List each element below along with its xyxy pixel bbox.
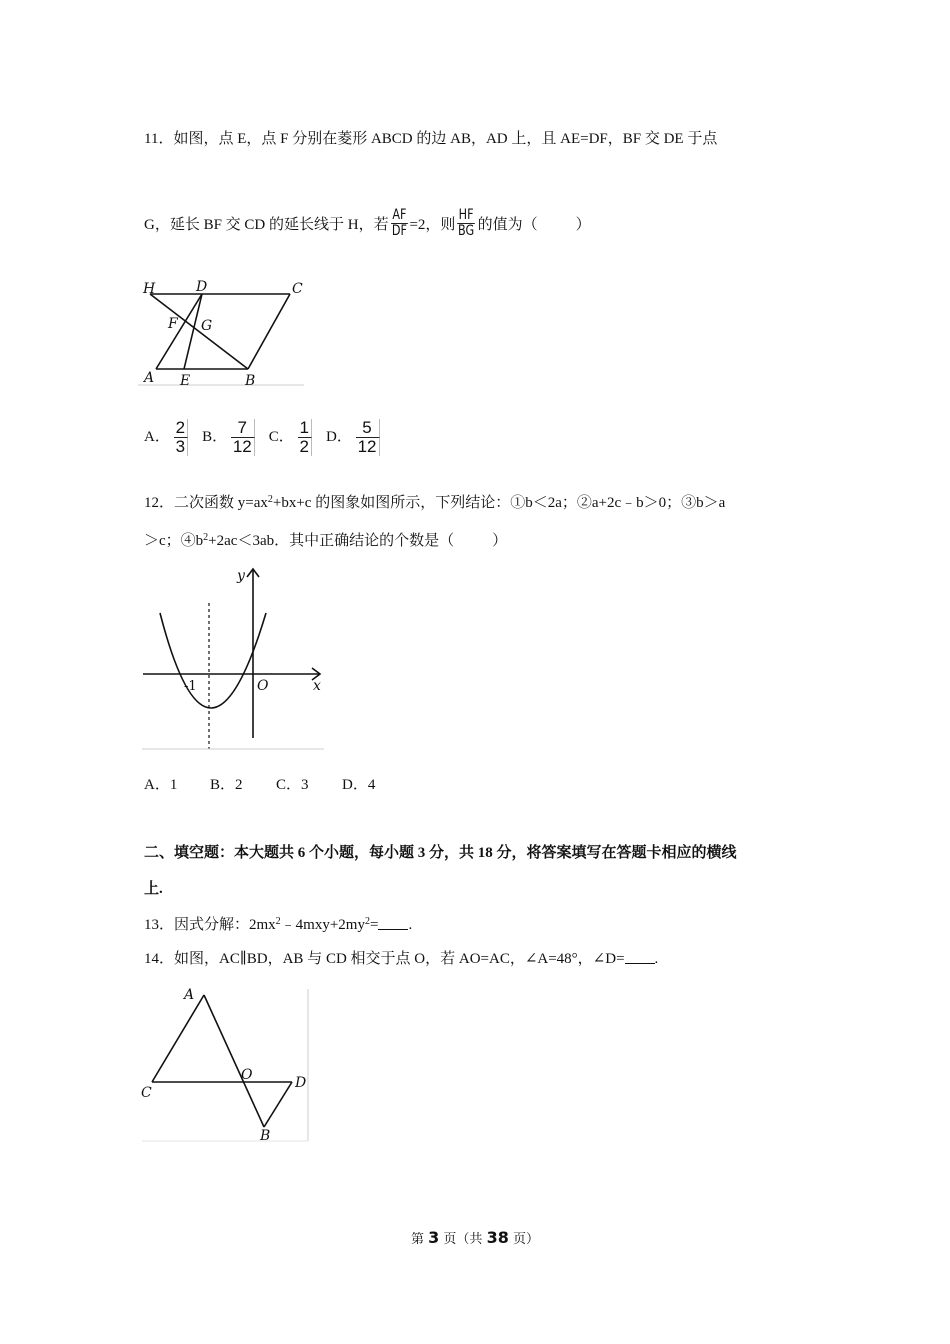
page-footer: 第 3 页（共 38 页）: [410, 1228, 539, 1247]
q14-label-b: B: [260, 1128, 271, 1144]
q11-line-cb: [248, 294, 290, 369]
q11-line2: [144, 203, 591, 243]
section2-heading-line1: 二、填空题：本大题共 6 个小题，每小题 3 分，共 18 分，将答案填写在答题卡相应的横线: [144, 845, 737, 861]
q14-line: 14．如图，AC∥BD，AB 与 CD 相交于点 O，若 AO=AC，∠A=48°，∠D= .: [144, 951, 659, 967]
q14-label-o: O: [241, 1067, 253, 1083]
q14-line-db: [264, 1082, 292, 1127]
q11-label-g: G: [201, 318, 213, 334]
q14-answer-blank[interactable]: [625, 951, 655, 964]
q12-option-c[interactable]: C．3: [276, 777, 309, 793]
q14-label-a: A: [184, 987, 195, 1003]
q11-line2-d: ）: [575, 216, 591, 233]
q12-label-y: y: [237, 568, 245, 584]
q11-label-b: B: [245, 373, 256, 389]
q11-option-a[interactable]: A． $\frac{2}{3}$: [144, 419, 188, 456]
q12-parabola-figure: [140, 563, 326, 753]
q11-label-e: E: [180, 373, 191, 389]
q11-fraction-hf-bg: $\frac{HF}{BG}$: [458, 206, 475, 239]
q12-line1: 12．二次函数 $y=ax^2+bx+c$ 的图象如图所示，下列结论：①b＜2a；②a+2c﹣b＞0；③b＞a: [144, 494, 726, 511]
q11-label-c: C: [292, 281, 303, 297]
q11-option-b[interactable]: B． $\frac{7}{12}$: [202, 419, 255, 456]
q14-line-ca: [152, 995, 204, 1082]
q11-option-d[interactable]: D． $\frac{5}{12}$: [326, 419, 380, 456]
page-total: 38: [486, 1228, 509, 1247]
q12-option-d[interactable]: D．4: [342, 777, 376, 793]
q11-line-ad: [156, 294, 202, 369]
q12-parabola: [160, 613, 266, 708]
q11-line1: 11．如图，点 E，点 F 分别在菱形 ABCD 的边 AB，AD 上，且 AE=DF，BF 交 DE 于点: [144, 131, 718, 147]
q14-triangles-figure: [140, 985, 315, 1145]
q12-label-x: x: [313, 678, 321, 694]
q11-option-c[interactable]: C． $\frac{1}{2}$: [269, 419, 312, 456]
q11-label-h: H: [143, 281, 156, 297]
q13-answer-blank[interactable]: [378, 917, 408, 930]
q11-label-a: A: [144, 370, 155, 386]
q12-label-neg1: -1: [184, 679, 197, 694]
q11-line2-c: 的值为（: [477, 216, 538, 233]
q12-line2: ＞c；$④b^2+2ac<3ab$．其中正确结论的个数是（ ）: [144, 532, 508, 549]
q12-options: [144, 773, 375, 794]
q11-options: [144, 419, 394, 456]
q12-option-b[interactable]: B．2: [210, 777, 243, 793]
q14-line-ab: [204, 995, 264, 1127]
q14-label-c: C: [141, 1085, 152, 1101]
q13-line: 13．因式分解：$2mx^2﹣4mxy+2my^2=$ .: [144, 916, 413, 933]
q12-label-origin: O: [257, 678, 269, 694]
section2-heading-line2: 上.: [144, 881, 163, 897]
q11-line2-b: =2，则: [409, 216, 456, 233]
q11-label-f: F: [168, 316, 178, 332]
q12-option-a[interactable]: A．1: [144, 777, 178, 793]
q11-line2-a: G，延长 BF 交 CD 的延长线于 H，若: [144, 216, 389, 233]
q14-label-d: D: [295, 1075, 307, 1091]
q11-label-d: D: [196, 279, 208, 295]
q11-fraction-af-df: $\frac{AF}{DF}$: [391, 206, 407, 239]
page-number: 3: [428, 1228, 440, 1247]
q11-rhombus-figure: [138, 275, 310, 390]
